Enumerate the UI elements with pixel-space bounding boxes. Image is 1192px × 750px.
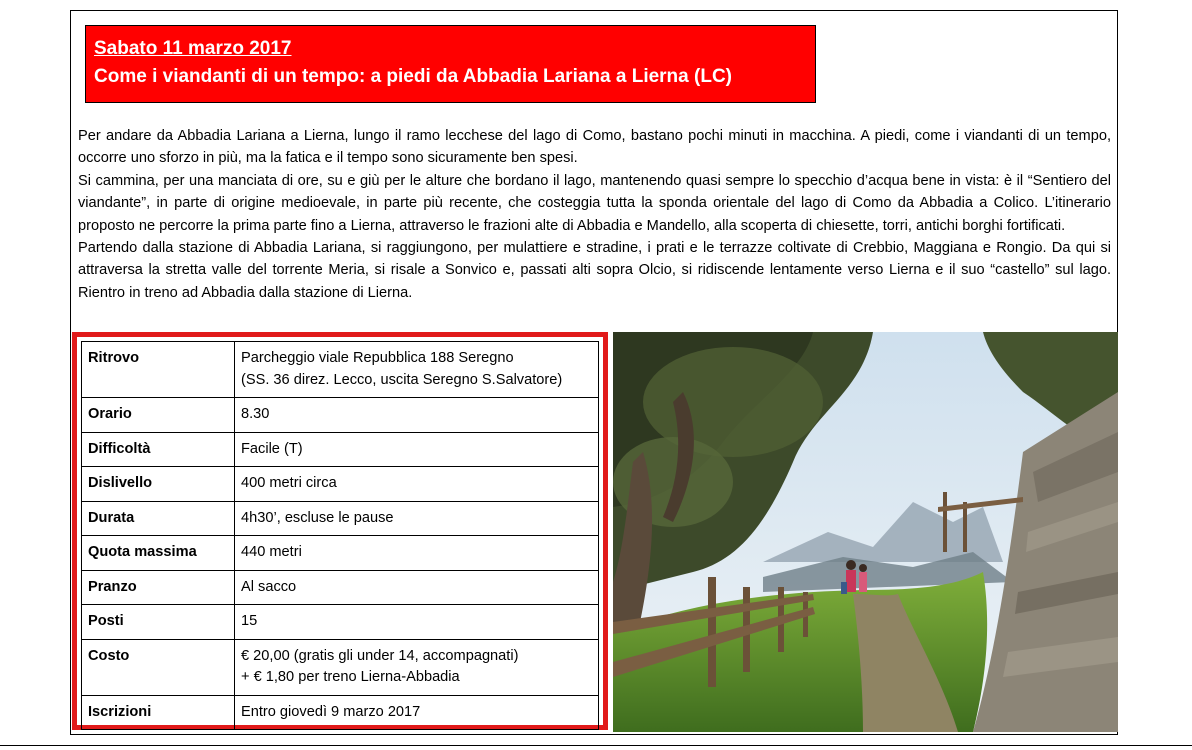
row-label: Orario [82,398,235,433]
row-label: Costo [82,639,235,695]
row-value [235,342,599,398]
intro-text [78,125,1111,304]
row-value: Al sacco [235,570,599,605]
intro-paragraph: Si cammina, per una manciata di ore, su e giù per le alture che bordano il lago, mantenendo quasi sempre lo specchio d’acqua bene in vista: è il “Sentiero del viandante”, in parte di origine medioevale, in parte più recente, che costeggia tutta la sponda orientale del lago di Como da Abbadia a Colico. L’itinerario proposto ne percorre la prima parte fino a Lierna, attraverso le frazioni alte di Abbadia e Mandello, alla scoperta di chiesette, torri, antichi borghi fortificati. [78,172,1111,234]
row-label: Posti [82,605,235,640]
row-label: Ritrovo [82,342,235,398]
table-row [82,501,599,536]
info-table [81,341,599,730]
intro-paragraph: Partendo dalla stazione di Abbadia Lariana, si raggiungono, per mulattiere e stradine, i prati e le terrazze coltivate di Crebbio, Maggiana e Rongio. Da qui si attraversa la stretta valle del torrente Meria, si risale a Sonvico e, passati alti sopra Olcio, si ridiscende lentamente verso Lierna e il suo “castello” sul lago. Rientro in treno ad Abbadia dalla stazione di Lierna. [78,240,1111,301]
event-date: Sabato 11 marzo 2017 [94,38,292,59]
table-row [82,536,599,571]
row-label: Dislivello [82,467,235,502]
row-value: 15 [235,605,599,640]
row-label: Quota massima [82,536,235,571]
row-value-line: + € 1,80 per treno Lierna-Abbadia [241,669,460,685]
table-row [82,432,599,467]
row-value [235,639,599,695]
row-label: Pranzo [82,570,235,605]
table-row [82,342,599,398]
table-row [82,605,599,640]
intro-paragraph: Per andare da Abbadia Lariana a Lierna, lungo il ramo lecchese del lago di Como, bastano pochi minuti in macchina. A piedi, come i viandanti di un tempo, occorre uno sforzo in più, ma la fatica e il tempo sono sicuramente ben spesi. [78,128,1111,167]
row-value: 440 metri [235,536,599,571]
table-row [82,398,599,433]
row-value: Facile (T) [235,432,599,467]
event-title: Come i viandanti di un tempo: a piedi da Abbadia Lariana a Lierna (LC) [94,66,732,87]
row-value: 8.30 [235,398,599,433]
table-row [82,467,599,502]
row-label: Difficoltà [82,432,235,467]
bottom-rule [0,745,1192,746]
hiking-trail-photo [613,332,1118,732]
event-header [85,25,816,103]
row-value: Entro giovedì 9 marzo 2017 [235,695,599,730]
row-value-line: (SS. 36 direz. Lecco, uscita Seregno S.Salvatore) [241,371,563,388]
table-row [82,639,599,695]
row-value: 400 metri circa [235,467,599,502]
row-label: Iscrizioni [82,695,235,730]
row-label: Durata [82,501,235,536]
table-row [82,695,599,730]
row-value-line: Parcheggio viale Repubblica 188 Seregno [241,350,514,366]
table-row [82,570,599,605]
row-value-line: € 20,00 (gratis gli under 14, accompagnati) [241,647,519,664]
row-value: 4h30’, escluse le pause [235,501,599,536]
info-table-frame [72,332,608,730]
